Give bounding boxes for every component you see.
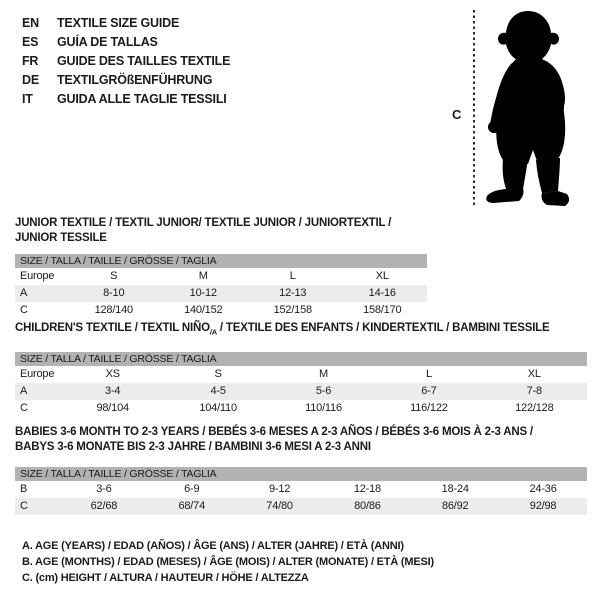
row-label: C: [20, 402, 28, 415]
junior-size-table-section: [15, 216, 427, 319]
table-title-part: JUNIOR TEXTILE / TEXTIL JUNIOR/ TEXTILE JUNIOR / JUNIORTEXTIL / JUNIOR TESSILE: [15, 217, 392, 244]
size-cell: 152/158: [273, 304, 312, 316]
size-cell: 62/68: [90, 500, 118, 512]
size-cell: M: [319, 368, 328, 381]
babies-table-title: [15, 425, 587, 440]
size-header-bar: SIZE / TALLA / TAILLE / GRÖSSE / TAGLIA: [15, 352, 587, 366]
size-cell: 74/80: [266, 500, 293, 512]
table-row: [15, 285, 427, 302]
table-row: [15, 481, 587, 498]
table-rows: [15, 366, 587, 417]
size-cell: XL: [527, 368, 541, 381]
children-size-table-section: [15, 321, 587, 417]
size-cell: L: [289, 270, 296, 282]
footnote-line: B. AGE (MONTHS) / EDAD (MESES) / ÂGE (MOIS) / ALTER (MONATE) / ETÀ (MESI): [22, 556, 434, 568]
legend-title-text: GUIDE DES TAILLES TEXTILE: [57, 54, 231, 68]
size-cell: 140/152: [184, 304, 223, 316]
children-table-title: [15, 321, 587, 339]
legend-title-text: TEXTILGRÖßENFÜHRUNG: [57, 73, 213, 87]
size-cell: 8-10: [103, 287, 125, 299]
table-title-part: / TEXTILE DES ENFANTS / KINDERTEXTIL / BAMBINI TESSILE: [216, 322, 550, 334]
row-label: A: [20, 287, 28, 299]
table-row: [15, 383, 587, 400]
size-cell: XL: [375, 270, 389, 282]
figure-measure-label: C: [452, 107, 462, 122]
legend-language-code: EN: [22, 16, 39, 30]
height-measure-dashed-line: [473, 10, 475, 207]
size-cell: 86/92: [441, 500, 469, 512]
size-cell: 92/98: [529, 500, 557, 512]
size-cell: 68/74: [178, 500, 205, 512]
table-rows: [15, 481, 587, 515]
toddler-silhouette-icon: [481, 8, 577, 208]
size-cell: 10-12: [189, 287, 217, 299]
size-cell: 116/122: [410, 402, 448, 415]
size-cell: 3-6: [96, 483, 112, 495]
size-cell: 158/170: [363, 304, 402, 316]
junior-table-title: [15, 216, 427, 246]
table-title-part: CHILDREN'S TEXTILE / TEXTIL NIÑO: [15, 322, 210, 334]
table-title-part: /A: [209, 327, 217, 337]
size-figure: [0, 0, 600, 215]
legend-title-text: GUÍA DE TALLAS: [57, 35, 158, 49]
size-cell: 122/128: [515, 402, 554, 415]
row-label: C: [20, 500, 28, 512]
size-header-bar: SIZE / TALLA / TAILLE / GRÖSSE / TAGLIA: [15, 254, 427, 268]
size-header-bar: SIZE / TALLA / TAILLE / GRÖSSE / TAGLIA: [15, 467, 587, 481]
legend-title-text: GUIDA ALLE TAGLIE TESSILI: [57, 92, 227, 106]
size-cell: 128/140: [94, 304, 133, 316]
table-row: [15, 366, 587, 383]
table-row: [15, 400, 587, 417]
size-cell: 5-6: [315, 385, 332, 398]
table-row: [15, 302, 427, 319]
legend-language-code: FR: [22, 54, 39, 68]
babies-size-table-section: [15, 425, 587, 515]
size-cell: 7-8: [526, 385, 542, 398]
footnote-line: C. (cm) HEIGHT / ALTURA / HAUTEUR / HÖHE / ALTEZZA: [22, 572, 309, 584]
babies-table-title: [15, 440, 587, 455]
size-cell: 3-4: [105, 385, 121, 398]
size-cell: 12-18: [353, 483, 381, 495]
legend-language-code: DE: [22, 73, 39, 87]
size-cell: 4-5: [210, 385, 226, 398]
size-cell: 80/86: [354, 500, 381, 512]
size-cell: S: [214, 368, 222, 381]
legend-language-code: IT: [22, 92, 33, 106]
size-cell: S: [110, 270, 118, 282]
size-cell: 14-16: [368, 287, 396, 299]
measure-footnotes: [22, 538, 434, 586]
size-cell: 24-36: [529, 483, 557, 495]
size-cell: 98/104: [96, 402, 129, 415]
table-rows: [15, 268, 427, 319]
size-cell: 104/110: [199, 402, 237, 415]
size-cell: 6-7: [421, 385, 437, 398]
legend-title-text: TEXTILE SIZE GUIDE: [57, 16, 180, 30]
table-title-part: BABYS 3-6 MONATE BIS 2-3 JAHRE / BAMBINI 3-6 MESI A 2-3 ANNI: [15, 441, 371, 453]
row-label: B: [20, 483, 28, 495]
row-label: C: [20, 304, 28, 316]
size-cell: 18-24: [441, 483, 469, 495]
legend-language-code: ES: [22, 35, 39, 49]
table-row: [15, 268, 427, 285]
row-label: Europe: [20, 368, 55, 381]
table-title-part: BABIES 3-6 MONTH TO 2-3 YEARS / BEBÉS 3-6 MESES A 2-3 AÑOS / BÉBÉS 3-6 MOIS À 2-3 ANS /: [15, 426, 533, 438]
footnote-line: A. AGE (YEARS) / EDAD (AÑOS) / ÂGE (ANS) / ALTER (JAHRE) / ETÀ (ANNI): [22, 540, 404, 552]
size-cell: 110/116: [305, 402, 342, 415]
size-cell: L: [425, 368, 432, 381]
size-cell: XS: [105, 368, 120, 381]
table-row: [15, 498, 587, 515]
row-label: A: [20, 385, 28, 398]
size-cell: 12-13: [279, 287, 307, 299]
row-label: Europe: [20, 270, 55, 282]
size-cell: 6-9: [184, 483, 200, 495]
size-cell: 9-12: [268, 483, 291, 495]
size-cell: M: [198, 270, 208, 282]
